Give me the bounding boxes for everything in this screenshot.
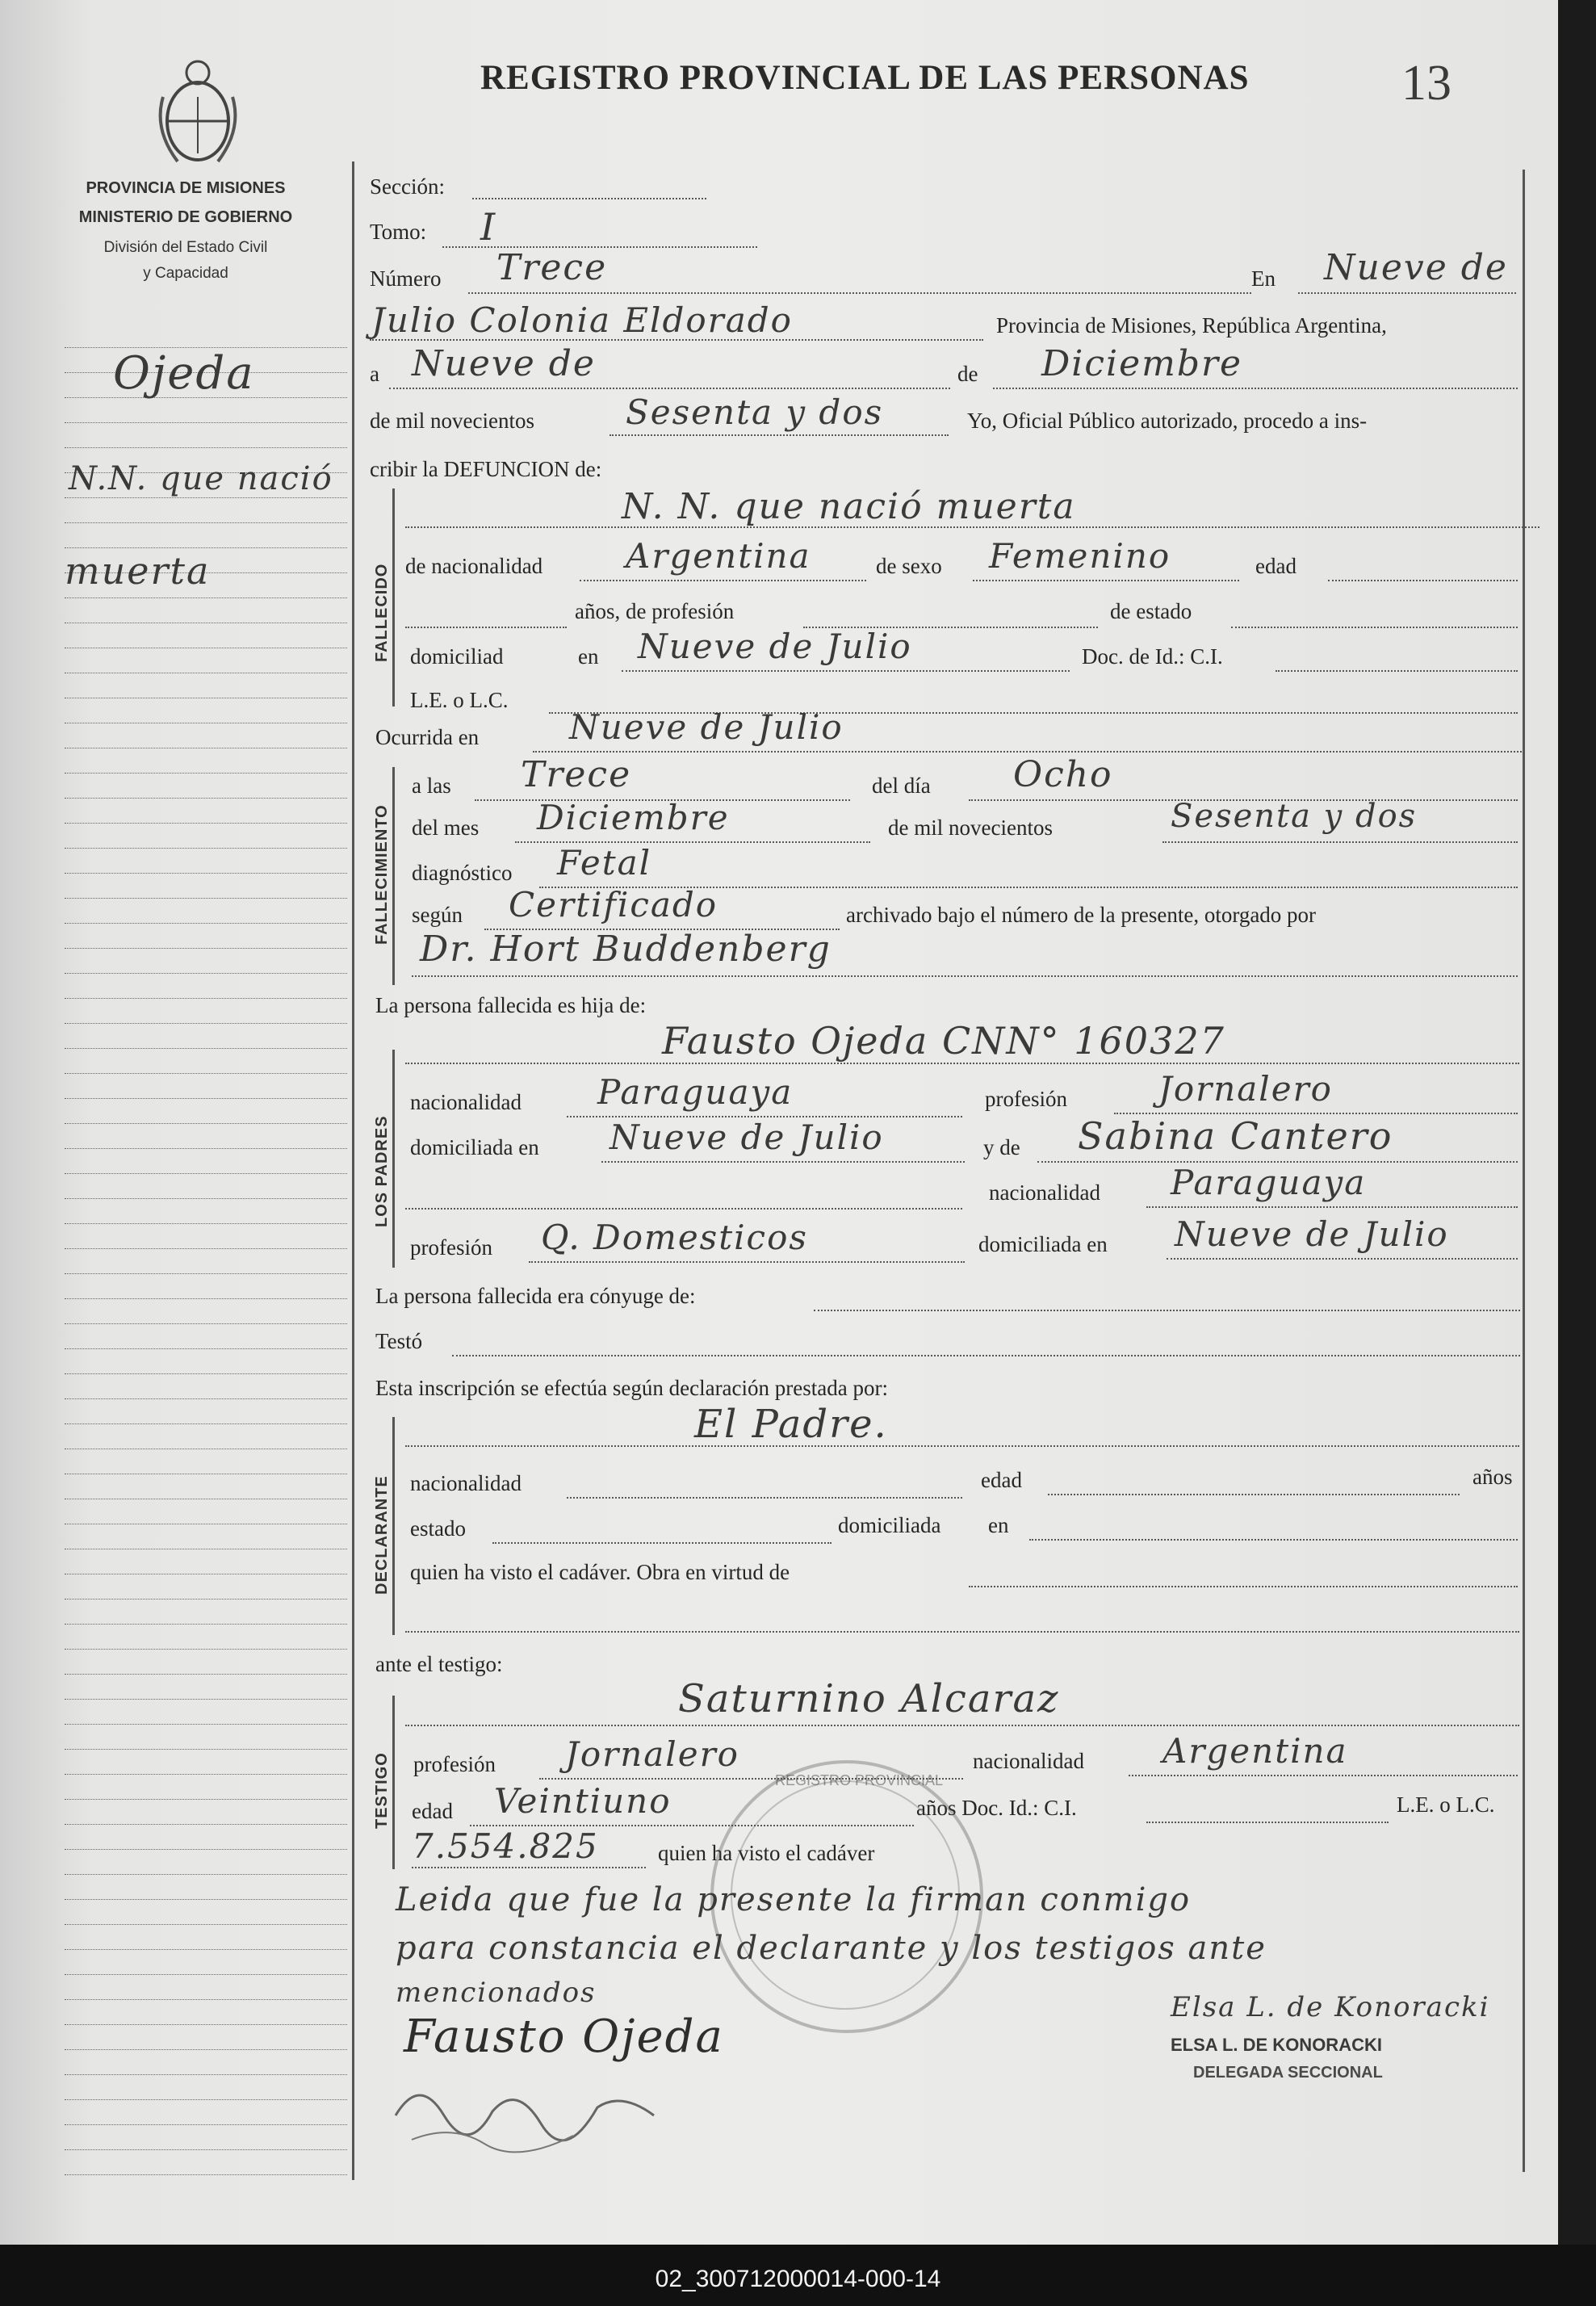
le-lc-label: L.E. o L.C. xyxy=(410,688,509,712)
official-signature: Elsa L. de Konoracki xyxy=(1171,1991,1490,2023)
margin-ruled-line xyxy=(65,2174,347,2175)
testigo-doc-label: años Doc. Id.: C.I. xyxy=(916,1796,1077,1820)
margin-ruled-line xyxy=(65,1799,347,1800)
declarante-rule xyxy=(392,1417,395,1635)
margin-ruled-line xyxy=(65,422,347,423)
lugar-value: Julio Colonia Eldorado xyxy=(371,300,793,340)
testigo-line xyxy=(405,1725,1519,1726)
margin-ruled-line xyxy=(65,848,347,849)
margin-ruled-line xyxy=(65,1298,347,1299)
margin-ruled-line xyxy=(65,1849,347,1850)
section-label-declarante: DECLARANTE xyxy=(373,1475,391,1595)
margin-ruled-line xyxy=(65,522,347,523)
testigo-doc-value: 7.554.825 xyxy=(412,1826,599,1866)
margin-ruled-line xyxy=(65,1023,347,1024)
inscripcion-label: Esta inscripción se efectúa según declaración prestada por: xyxy=(375,1376,888,1400)
ocurrida-value: Nueve de Julio xyxy=(569,707,844,747)
padre-nac-label: nacionalidad xyxy=(410,1090,522,1114)
margin-ruled-line xyxy=(65,2024,347,2025)
margin-ruled-line xyxy=(65,1974,347,1975)
margin-ruled-line xyxy=(65,1198,347,1199)
margin-ruled-line xyxy=(65,497,347,498)
provincia-label: Provincia de Misiones, República Argentina, xyxy=(996,313,1387,338)
testigo-nac-value: Argentina xyxy=(1162,1731,1348,1771)
note-line-2: para constancia el declarante y los testigos ante xyxy=(396,1930,1267,1967)
obra2-line xyxy=(405,1631,1519,1633)
margin-ruled-line xyxy=(65,1924,347,1925)
margin-ruled-line xyxy=(65,1824,347,1825)
margin-ruled-line xyxy=(65,773,347,774)
margin-ruled-line xyxy=(65,1148,347,1149)
ocurrida-line xyxy=(533,751,1522,753)
margin-ruled-line xyxy=(65,2124,347,2125)
inscribir-label: cribir la DEFUNCION de: xyxy=(370,457,602,481)
margin-ruled-line xyxy=(65,2074,347,2075)
madre-dom-line xyxy=(1167,1258,1518,1260)
testigo-rule xyxy=(392,1696,395,1869)
nacionalidad-line xyxy=(580,580,866,581)
tomo-label: Tomo: xyxy=(370,220,427,244)
decl-en-label: en xyxy=(988,1513,1009,1537)
ministry-label: MINISTERIO DE GOBIERNO xyxy=(78,208,293,226)
en-label: En xyxy=(1251,266,1276,291)
madre-nac-value: Paraguaya xyxy=(1171,1163,1367,1202)
margin-ruled-line xyxy=(65,973,347,974)
dia-line xyxy=(389,388,950,389)
numero-label: Número xyxy=(370,266,442,291)
madre-dom-value: Nueve de Julio xyxy=(1175,1214,1449,1254)
testigo-name: Saturnino Alcaraz xyxy=(678,1676,1060,1721)
testigo-edad-value: Veintiuno xyxy=(494,1781,672,1821)
conyuge-label: La persona fallecida era cónyuge de: xyxy=(375,1284,696,1308)
padre-prof-label: profesión xyxy=(985,1087,1067,1111)
margin-ruled-line xyxy=(65,1724,347,1725)
note-line-3: mencionados xyxy=(396,1977,597,2009)
testigo-doc-line xyxy=(1146,1822,1389,1823)
del-dia-label: del día xyxy=(872,774,931,798)
main-left-rule xyxy=(352,161,354,2180)
margin-ruled-line xyxy=(65,1674,347,1675)
province-label: PROVINCIA DE MISIONES xyxy=(86,179,286,197)
a-las-label: a las xyxy=(412,774,451,798)
testigo-nac-label: nacionalidad xyxy=(973,1749,1084,1773)
capacidad-label: y Capacidad xyxy=(143,265,228,282)
de-mil-label: de mil novecientos xyxy=(370,409,534,433)
anio-value: Sesenta y dos xyxy=(626,392,884,432)
decl-edad-label: edad xyxy=(981,1468,1022,1492)
padre-dom-label: domiciliada en xyxy=(410,1135,539,1159)
margin-ruled-line xyxy=(65,1273,347,1274)
margin-ruled-line xyxy=(65,1423,347,1424)
obra-label: quien ha visto el cadáver. Obra en virtud de xyxy=(410,1560,790,1584)
fallecimiento-rule xyxy=(392,767,395,985)
padre-line xyxy=(405,1063,1519,1064)
padre-dom-value: Nueve de Julio xyxy=(609,1117,884,1157)
ocurrida-label: Ocurrida en xyxy=(375,725,480,749)
anio-fallec-value: Sesenta y dos xyxy=(1171,798,1418,835)
medico-value: Dr. Hort Buddenberg xyxy=(420,929,832,970)
edad-line xyxy=(1328,580,1518,581)
domicilio-line xyxy=(622,670,1070,672)
doc-id-label: Doc. de Id.: C.I. xyxy=(1082,644,1223,669)
madre-prof-value: Q. Domesticos xyxy=(541,1218,808,1257)
margin-ruled-line xyxy=(65,1248,347,1249)
conyuge-line xyxy=(814,1310,1520,1311)
segun-label: según xyxy=(412,903,463,927)
margin-ruled-line xyxy=(65,1899,347,1900)
mes-fallec-value: Diciembre xyxy=(537,798,730,837)
padres-rule xyxy=(392,1050,395,1268)
dia-value: Nueve de xyxy=(412,343,596,384)
decl-nac-line xyxy=(567,1497,962,1499)
quien-cadaver-label: quien ha visto el cadáver xyxy=(658,1841,875,1865)
margin-surname: Ojeda xyxy=(113,347,255,400)
mes-value: Diciembre xyxy=(1041,343,1243,384)
margin-ruled-line xyxy=(65,1749,347,1750)
padre-dom-line xyxy=(601,1161,965,1163)
page-number: 13 xyxy=(1401,56,1451,111)
y-de-label: y de xyxy=(983,1135,1020,1159)
margin-ruled-line xyxy=(65,898,347,899)
medico-line xyxy=(412,975,1518,977)
margin-ruled-line xyxy=(65,1073,347,1074)
padre-nac-value: Paraguaya xyxy=(597,1072,794,1112)
de-label: de xyxy=(957,362,978,386)
margin-ruled-line xyxy=(65,2149,347,2150)
padres-blank-line xyxy=(405,1208,962,1210)
official-name: ELSA L. DE KONORACKI xyxy=(1171,2035,1382,2055)
margin-ruled-line xyxy=(65,1098,347,1099)
division-label: División del Estado Civil xyxy=(103,239,268,256)
en-line xyxy=(1298,292,1516,294)
sexo-label: de sexo xyxy=(876,554,942,578)
nacionalidad-label: de nacionalidad xyxy=(405,554,543,578)
archivado-label: archivado bajo el número de la presente, otorgado por xyxy=(846,903,1317,927)
note-line-1: Leida que fue la presente la firman conmigo xyxy=(396,1881,1192,1918)
margin-ruled-line xyxy=(65,2049,347,2050)
margin-ruled-line xyxy=(65,1599,347,1600)
nacionalidad-value: Argentina xyxy=(626,536,811,576)
declarant-signature: Fausto Ojeda xyxy=(404,2010,724,2063)
oficial-label: Yo, Oficial Público autorizado, procedo a ins- xyxy=(967,409,1368,433)
margin-ruled-line xyxy=(65,1624,347,1625)
margin-ruled-line xyxy=(65,1398,347,1399)
a-label: a xyxy=(370,362,379,386)
margin-ruled-line xyxy=(65,1223,347,1224)
de-mil2-label: de mil novecientos xyxy=(888,815,1053,840)
fallecido-rule xyxy=(392,488,395,706)
section-label-padres: LOS PADRES xyxy=(373,1115,391,1227)
section-label-fallecimiento: FALLECIMIENTO xyxy=(373,804,391,945)
margin-ruled-line xyxy=(65,998,347,999)
testigo-le-label: L.E. o L.C. xyxy=(1397,1792,1495,1817)
margin-ruled-line xyxy=(65,1048,347,1049)
hora-value: Trece xyxy=(521,754,632,795)
margin-ruled-line xyxy=(65,1323,347,1324)
decl-nac-label: nacionalidad xyxy=(410,1471,522,1495)
domicilio-value: Nueve de Julio xyxy=(638,627,912,666)
decl-anos-label: años xyxy=(1472,1465,1513,1489)
testo-label: Testó xyxy=(375,1329,423,1353)
anos-profesion-label: años, de profesión xyxy=(575,599,735,623)
decl-estado-line xyxy=(492,1542,832,1544)
decl-estado-label: estado xyxy=(410,1516,466,1541)
margin-ruled-line xyxy=(65,547,347,548)
segun-value: Certificado xyxy=(509,885,718,924)
margin-ruled-line xyxy=(65,1699,347,1700)
coat-of-arms-icon xyxy=(153,48,242,170)
domicilio-en-label: en xyxy=(578,644,599,669)
margin-ruled-line xyxy=(65,948,347,949)
madre-name: Sabina Cantero xyxy=(1078,1114,1393,1158)
stamp-text: REGISTRO PROVINCIAL xyxy=(775,1772,944,1788)
margin-ruled-line xyxy=(65,1649,347,1650)
section-label-testigo: TESTIGO xyxy=(373,1752,391,1829)
testigo-prof-value: Jornalero xyxy=(565,1734,739,1774)
decl-dom-line xyxy=(1029,1539,1518,1541)
en-value: Nueve de xyxy=(1324,247,1508,288)
seccion-line xyxy=(472,198,706,199)
padre-name: Fausto Ojeda CNN° 160327 xyxy=(662,1019,1225,1063)
margin-ruled-line xyxy=(65,1373,347,1374)
declarante-value: El Padre. xyxy=(694,1402,888,1447)
numero-line xyxy=(468,292,1251,294)
madre-dom-label: domiciliada en xyxy=(978,1232,1108,1256)
margin-ruled-line xyxy=(65,1949,347,1950)
margin-name: N.N. que nació xyxy=(69,460,333,497)
margin-ruled-line xyxy=(65,447,347,448)
margin-ruled-line xyxy=(65,1348,347,1349)
anio-fallec-line xyxy=(1162,841,1518,843)
madre-prof-line xyxy=(529,1261,965,1263)
margin-status: muerta xyxy=(65,549,211,593)
sexo-line xyxy=(973,580,1239,581)
dia-fallec-value: Ocho xyxy=(1013,754,1113,795)
domiciliad-label: domiciliad xyxy=(410,644,504,669)
tomo-value: I xyxy=(480,205,497,249)
estado-line xyxy=(1231,627,1518,628)
edad-label: edad xyxy=(1255,554,1296,578)
margin-ruled-line xyxy=(65,2099,347,2100)
testo-line xyxy=(452,1355,1520,1356)
diagnostico-label: diagnóstico xyxy=(412,861,513,885)
testigo-nac-line xyxy=(1129,1775,1518,1776)
margin-ruled-line xyxy=(65,798,347,799)
obra-line xyxy=(969,1586,1518,1587)
testigo-doc2-line xyxy=(412,1867,646,1868)
estado-label: de estado xyxy=(1110,599,1192,623)
margin-ruled-line xyxy=(65,923,347,924)
margin-ruled-line xyxy=(65,823,347,824)
madre-nac-line xyxy=(1146,1206,1518,1208)
margin-ruled-line xyxy=(65,1123,347,1124)
declarante-line xyxy=(405,1445,1519,1447)
margin-ruled-line xyxy=(65,873,347,874)
madre-prof-label: profesión xyxy=(410,1235,492,1260)
margin-ruled-line xyxy=(65,1874,347,1875)
sexo-value: Femenino xyxy=(989,536,1171,576)
diagnostico-value: Fetal xyxy=(557,843,652,883)
witness-signature-icon xyxy=(387,2067,678,2156)
margin-ruled-line xyxy=(65,1173,347,1174)
seccion-label: Sección: xyxy=(370,174,445,199)
decl-edad-line xyxy=(1048,1494,1460,1495)
padre-prof-value: Jornalero xyxy=(1158,1069,1333,1109)
margin-ruled-line xyxy=(65,1774,347,1775)
del-mes-label: del mes xyxy=(412,815,480,840)
testigo-edad-label: edad xyxy=(412,1799,453,1823)
file-id: 02_300712000014-000-14 xyxy=(655,2266,941,2292)
edad2-line xyxy=(405,627,567,628)
main-right-rule xyxy=(1523,170,1525,2172)
decl-dom-label: domiciliada xyxy=(838,1513,941,1537)
madre-nac-label: nacionalidad xyxy=(989,1180,1100,1205)
ante-testigo-label: ante el testigo: xyxy=(375,1652,503,1676)
document-title: REGISTRO PROVINCIAL DE LAS PERSONAS xyxy=(480,59,1250,97)
official-title: DELEGADA SECCIONAL xyxy=(1193,2064,1383,2082)
testigo-prof-label: profesión xyxy=(413,1752,496,1776)
doc-id-line xyxy=(1276,670,1518,672)
anio-line xyxy=(609,434,949,436)
hija-de-label: La persona fallecida es hija de: xyxy=(375,993,647,1017)
difunto-name: N. N. que nació muerta xyxy=(622,486,1076,527)
margin-ruled-line xyxy=(65,597,347,598)
margin-ruled-line xyxy=(65,1999,347,2000)
numero-value: Trece xyxy=(496,247,608,288)
mes-line xyxy=(993,388,1518,389)
section-label-fallecido: FALLECIDO xyxy=(373,563,391,662)
